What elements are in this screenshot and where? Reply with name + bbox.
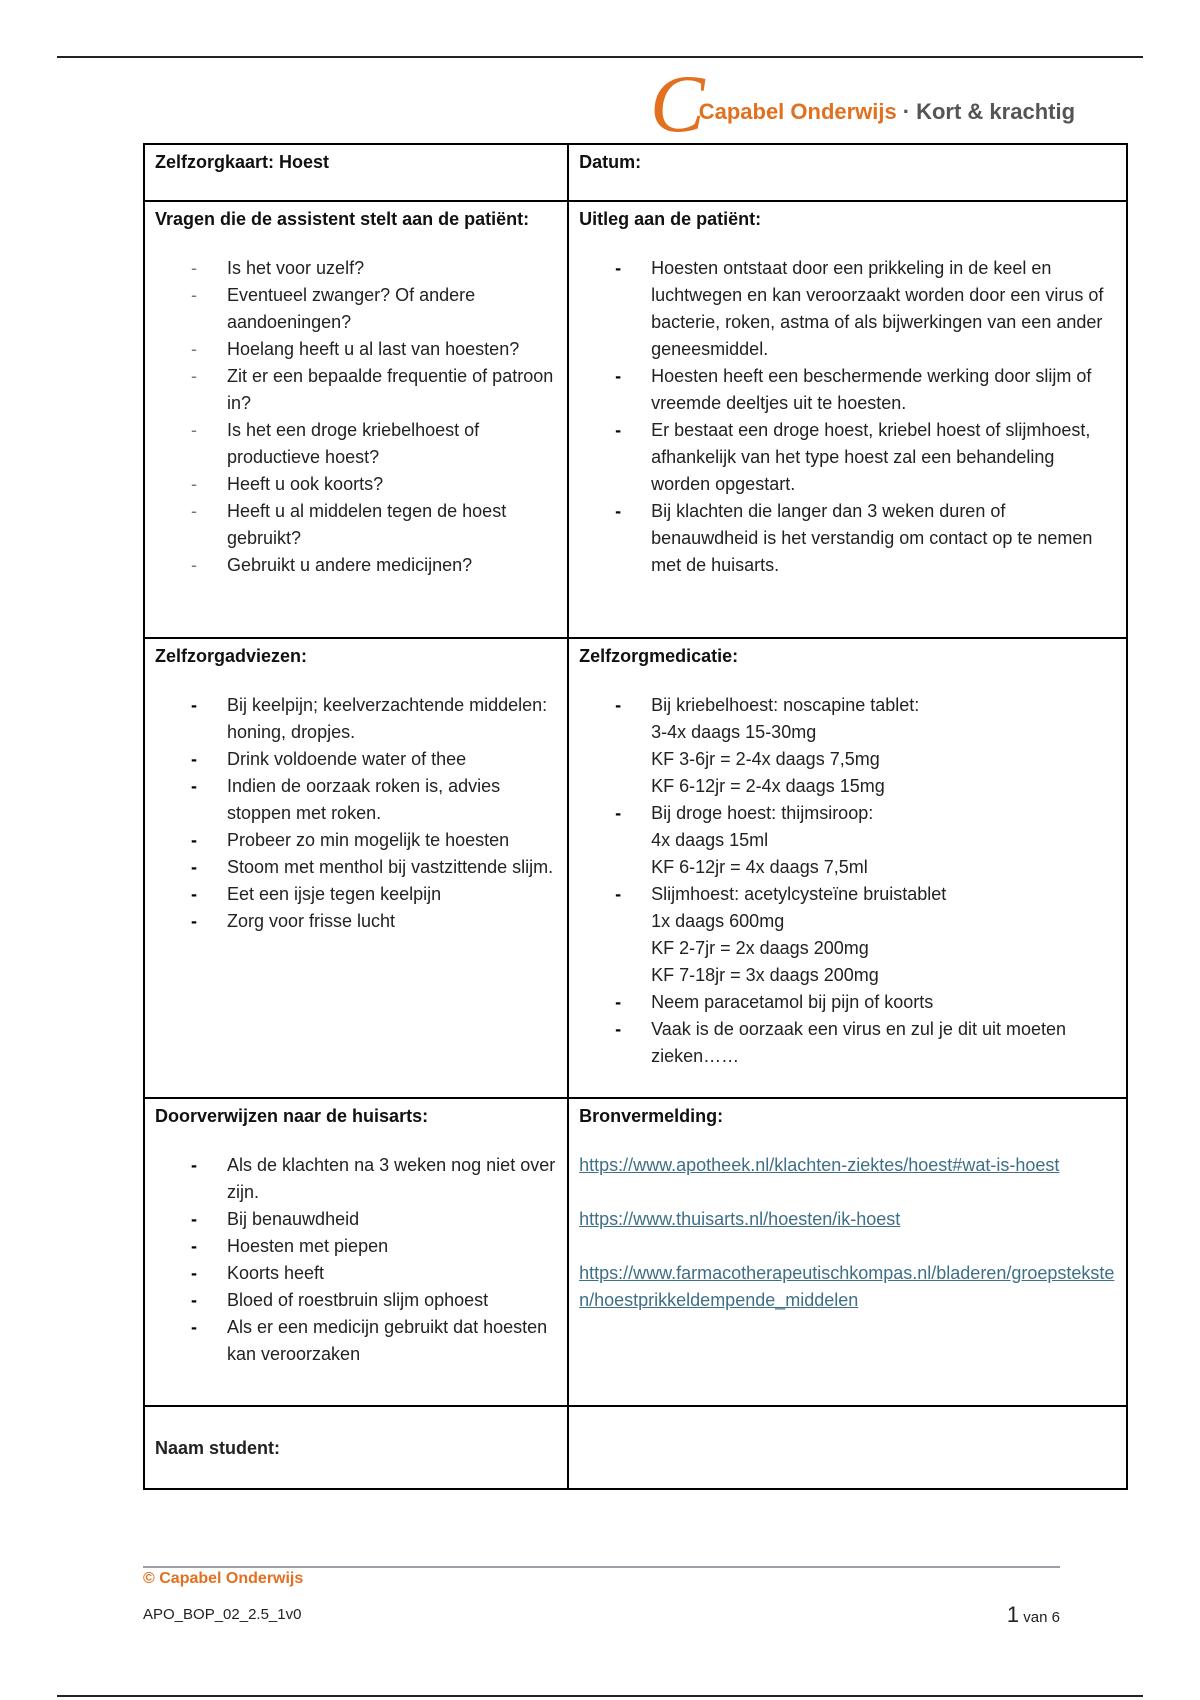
list-item: - Bij keelpijn; keelverzachtende middelen: honing, dropjes. — [227, 692, 557, 746]
list-item: - Is het een droge kriebelhoest of productieve hoest? — [227, 417, 557, 471]
logo-c-mark: C — [650, 58, 705, 149]
list-item: - Indien de oorzaak roken is, advies stoppen met roken. — [227, 773, 557, 827]
list-item: - Als de klachten na 3 weken nog niet over zijn. — [227, 1152, 557, 1206]
list-item — [651, 800, 1116, 881]
medication-title: Bij droge hoest: thijmsiroop: — [651, 803, 874, 823]
student-name-cell — [568, 1406, 1127, 1489]
student-row — [144, 1406, 1127, 1489]
date-label: Datum: — [579, 152, 642, 172]
explanation-heading: Uitleg aan de patiënt: — [579, 209, 762, 229]
dosage-line: KF 3-6jr = 2-4x daags 7,5mg — [651, 749, 880, 769]
dosage-line: KF 7-18jr = 3x daags 200mg — [651, 965, 879, 985]
list-item: - Heeft u ook koorts? — [227, 471, 557, 498]
source-link-thuisarts[interactable]: https://www.thuisarts.nl/hoesten/ik-hoest — [579, 1209, 901, 1229]
source-link-farmacotherapeutisch-kompas[interactable]: https://www.farmacotherapeutischkompas.nl/bladeren/groepsteksten/hoestprikkeldempende_middelen — [579, 1263, 1115, 1310]
list-item — [651, 1016, 1116, 1070]
list-item: - Koorts heeft — [227, 1260, 557, 1287]
advice-list — [155, 692, 557, 935]
sources-links — [579, 1152, 1116, 1314]
sources-cell — [568, 1098, 1127, 1406]
top-rule — [57, 56, 1143, 58]
list-item — [651, 989, 1116, 1016]
bottom-rule — [57, 1695, 1143, 1697]
list-item: - Gebruikt u andere medicijnen? — [227, 552, 557, 579]
self-care-card — [143, 143, 1128, 1490]
card-header-row — [144, 144, 1127, 201]
list-item: - Er bestaat een droge hoest, kriebel hoest of slijmhoest, afhankelijk van het type hoest zal een behandeling worden opgestart. — [651, 417, 1116, 498]
referral-list — [155, 1152, 557, 1368]
list-item: - Als er een medicijn gebruikt dat hoesten kan veroorzaken — [227, 1314, 557, 1368]
explanation-list — [579, 255, 1116, 579]
medication-title: Slijmhoest: acetylcysteïne bruistablet — [651, 884, 947, 904]
card-title: Zelfzorgkaart: Hoest — [155, 152, 330, 172]
referral-cell — [144, 1098, 568, 1406]
advice-row — [144, 638, 1127, 1098]
questions-heading: Vragen die de assistent stelt aan de patiënt: — [155, 209, 530, 229]
list-item: - Zorg voor frisse lucht — [227, 908, 557, 935]
date-cell — [568, 144, 1127, 201]
explanation-cell — [568, 201, 1127, 638]
advice-heading: Zelfzorgadviezen: — [155, 646, 308, 666]
list-item: - Bloed of roestbruin slijm ophoest — [227, 1287, 557, 1314]
source-link-apotheek[interactable]: https://www.apotheek.nl/klachten-ziektes/hoest#wat-is-hoest — [579, 1155, 1060, 1175]
dosage-line: KF 2-7jr = 2x daags 200mg — [651, 938, 869, 958]
questions-row — [144, 201, 1127, 638]
student-label-cell — [144, 1406, 568, 1489]
dosage-line: KF 6-12jr = 4x daags 7,5ml — [651, 857, 868, 877]
dosage-line: 4x daags 15ml — [651, 830, 769, 850]
list-item: - Bij benauwdheid — [227, 1206, 557, 1233]
list-item — [651, 692, 1116, 800]
logo-brand-name: Capabel Onderwijs — [698, 99, 897, 124]
dosage-line: 1x daags 600mg — [651, 911, 785, 931]
company-logo — [650, 58, 1076, 149]
student-name-label: Naam student: — [155, 1438, 281, 1458]
footer-page-indicator — [1007, 1602, 1060, 1628]
page-total: van 6 — [1023, 1609, 1060, 1626]
list-item — [651, 881, 1116, 989]
list-item: - Hoesten met piepen — [227, 1233, 557, 1260]
medication-title: Vaak is de oorzaak een virus en zul je dit uit moeten zieken…… — [651, 1019, 1067, 1066]
advice-cell — [144, 638, 568, 1098]
list-item: - Zit er een bepaalde frequentie of patroon in? — [227, 363, 557, 417]
dosage-line: KF 6-12jr = 2-4x daags 15mg — [651, 776, 885, 796]
list-item: - Bij klachten die langer dan 3 weken duren of benauwdheid is het verstandig om contact op te nemen met de huisarts. — [651, 498, 1116, 579]
list-item: - Hoesten heeft een beschermende werking door slijm of vreemde deeltjes uit te hoesten. — [651, 363, 1116, 417]
questions-cell — [144, 201, 568, 638]
medication-title: Bij kriebelhoest: noscapine tablet: — [651, 695, 920, 715]
footer-rule — [143, 1566, 1060, 1568]
dosage-line: 3-4x daags 15-30mg — [651, 722, 817, 742]
medication-title: Neem paracetamol bij pijn of koorts — [651, 992, 934, 1012]
medication-heading: Zelfzorgmedicatie: — [579, 646, 739, 666]
footer-copyright: © Capabel Onderwijs — [143, 1570, 304, 1587]
medication-cell — [568, 638, 1127, 1098]
sources-heading: Bronvermelding: — [579, 1106, 724, 1126]
card-title-cell — [144, 144, 568, 201]
list-item: - Stoom met menthol bij vastzittende slijm. — [227, 854, 557, 881]
list-item: - Eet een ijsje tegen keelpijn — [227, 881, 557, 908]
list-item: - Is het voor uzelf? — [227, 255, 557, 282]
list-item: - Hoelang heeft u al last van hoesten? — [227, 336, 557, 363]
list-item: - Drink voldoende water of thee — [227, 746, 557, 773]
list-item: - Heeft u al middelen tegen de hoest gebruikt? — [227, 498, 557, 552]
logo-separator: · — [902, 99, 911, 124]
footer-document-code: APO_BOP_02_2.5_1v0 — [143, 1606, 302, 1623]
questions-list — [155, 255, 557, 579]
list-item: - Probeer zo min mogelijk te hoesten — [227, 827, 557, 854]
referral-row — [144, 1098, 1127, 1406]
referral-heading: Doorverwijzen naar de huisarts: — [155, 1106, 429, 1126]
medication-list — [579, 692, 1116, 1070]
page-number: 1 — [1006, 1602, 1020, 1627]
logo-slogan: Kort & krachtig — [916, 99, 1076, 124]
list-item: - Hoesten ontstaat door een prikkeling in de keel en luchtwegen en kan veroorzaakt worden door een virus of bacterie, roken, astma of als bijwerkingen van een ander geneesmiddel. — [651, 255, 1116, 363]
list-item: - Eventueel zwanger? Of andere aandoeningen? — [227, 282, 557, 336]
